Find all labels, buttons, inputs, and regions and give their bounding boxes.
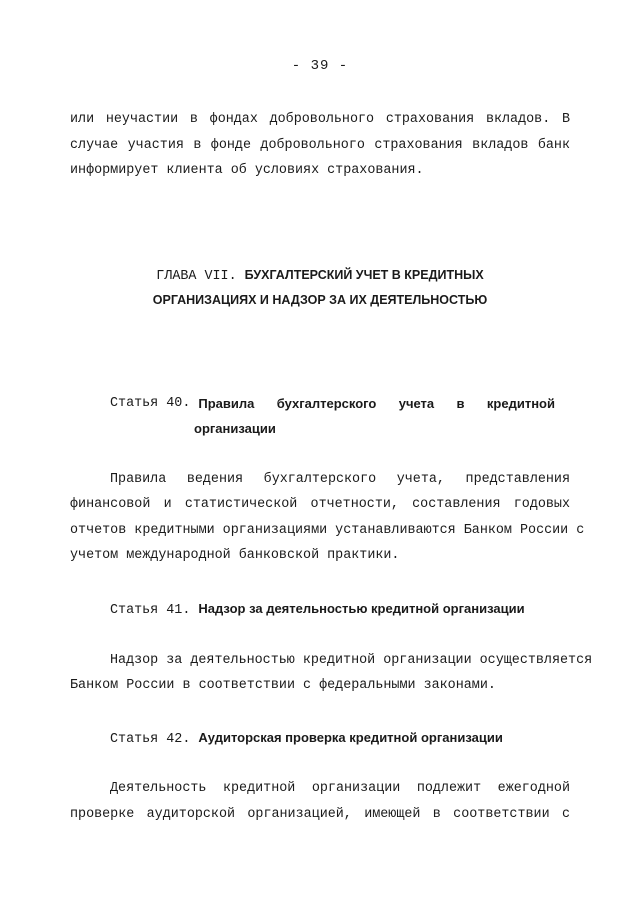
article-40-title-line1: Правила бухгалтерского учета в кредитной (198, 396, 555, 411)
article-41-heading (110, 601, 555, 619)
chapter-title-line1: БУХГАЛТЕРСКИЙ УЧЕТ В КРЕДИТНЫХ (244, 268, 484, 282)
chapter-title-line2: ОРГАНИЗАЦИЯХ И НАДЗОР ЗА ИХ ДЕЯТЕЛЬНОСТЬЮ (152, 293, 488, 307)
chapter-label: ГЛАВА VII. (156, 269, 237, 284)
paragraph-line: информирует клиента об условиях страхования. (70, 163, 424, 178)
paragraph-line: Деятельность кредитной организации подлежит ежегодной (110, 781, 570, 796)
article-42-heading (110, 730, 555, 748)
article-40-heading (110, 396, 555, 412)
page-number: - 39 - (291, 58, 349, 74)
chapter-heading-line2 (0, 292, 640, 310)
article-40-label: Статья 40. (110, 396, 191, 411)
paragraph-line: случае участия в фонде добровольного страхования вкладов банк (70, 138, 570, 153)
paragraph-line: финансовой и статистической отчетности, составления годовых (70, 497, 570, 512)
article-42-label: Статья 42. (110, 732, 191, 747)
article-40-title-line2: организации (194, 421, 276, 436)
article-42-title: Аудиторская проверка кредитной организации (198, 730, 503, 745)
paragraph-line: или неучастии в фондах добровольного страхования вкладов. В (70, 112, 570, 127)
article-41-title: Надзор за деятельностью кредитной организации (198, 601, 525, 616)
paragraph-line: проверке аудиторской организацией, имеющей в соответствии с (70, 807, 570, 822)
chapter-heading (0, 267, 640, 285)
paragraph-line: Банком России в соответствии с федеральными законами. (70, 678, 496, 693)
article-41-label: Статья 41. (110, 603, 191, 618)
paragraph-line: отчетов кредитными организациями устанавливаются Банком России с (70, 523, 585, 538)
paragraph-line: учетом международной банковской практики. (70, 548, 400, 563)
paragraph-line: Правила ведения бухгалтерского учета, представления (110, 472, 570, 487)
paragraph-line: Надзор за деятельностью кредитной организации осуществляется (110, 653, 593, 668)
